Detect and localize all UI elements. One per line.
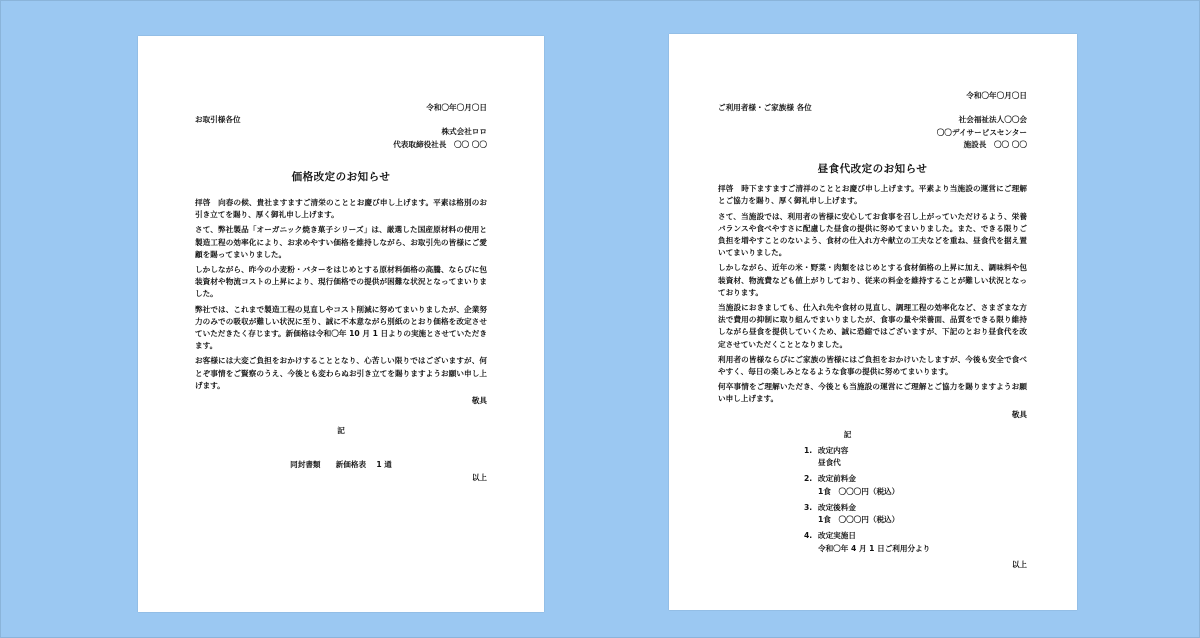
item-value: 1食 〇〇〇円（税込） [818,515,900,525]
list-item [804,445,1027,469]
item-label: 改定内容 [818,446,849,456]
revision-items-list [804,445,1027,555]
item-value: 昼食代 [818,458,841,468]
closing-keigu: 敬具 [471,396,487,406]
item-label: 改定実施日 [818,531,856,541]
sender-company: 株式会社ロロ [441,127,487,137]
sender-name: 代表取締役社長 〇〇 〇〇 [393,139,487,149]
letter-paragraph: 当施設におきましても、仕入れ先や食材の見直し、調理工程の効率化など、さまざまな方法で費用の抑制に取り組んでまいりましたが、食事の量や栄養面、品質をできる限り維持しながら昼食を提供していくため、誠に恐縮ではございますが、下記のとおり昼食代を改定させていただくこととなりました。 [718,303,1027,349]
letter-paragraph: お客様には大変ご負担をおかけすることとなり、心苦しい限りではございますが、何とぞ事情をご賢察のうえ、今後とも変わらぬお引き立てを賜りますようお願い申し上げます。 [195,356,487,390]
item-label: 改定後料金 [818,502,856,512]
letter-paragraph: 拝啓 向春の候、貴社ますますご清栄のこととお慶び申し上げます。平素は格別のお引き立てを賜り、厚く御礼申し上げます。 [195,198,487,220]
list-item [804,473,1027,497]
letter-date: 令和〇年〇月〇日 [966,91,1027,100]
sender-name: 施設長 〇〇 〇〇 [963,139,1027,149]
item-number: 4. [804,531,813,541]
letter-paragraph: 弊社では、これまで製造工程の見直しやコスト削減に努めてまいりましたが、企業努力のみでの吸収が難しい状況に至り、誠に不本意ながら別紙のとおり価格を改定させていただきたく存じます。新価格は令和〇年 10 月 1 日よりの実施とさせていただきます。 [195,304,487,351]
letter-title: 価格改定のお知らせ [291,170,391,183]
letter-date: 令和〇年〇月〇日 [426,103,487,112]
letter-paragraph: さて、当施設では、利用者の皆様に安心してお食事を召し上がっていただけるよう、栄養バランスや食べやすさに配慮した昼食の提供に努めてまいりました。また、できる限りご負担を増やすことのないよう、食材の仕入れ方や献立の工夫などを重ね、昼食代を据え置いてまいりました。 [718,211,1027,258]
list-item [804,502,1027,526]
lunch-fee-revision-letter [669,34,1077,610]
item-value: 1食 〇〇〇円（税込） [818,486,900,496]
letter-title: 昼食代改定のお知らせ [817,163,928,176]
item-number: 3. [804,502,813,512]
item-value: 令和〇年 4 月 1 日ご利用分より [818,543,931,553]
item-number: 2. [804,474,813,484]
item-label: 改定前料金 [818,474,856,484]
letter-paragraph: 何卒事情をご理解いただき、今後とも当施設の運営にご理解とご協力を賜りますようお願い申し上げます。 [718,382,1027,404]
list-item [804,530,1027,554]
letter-paragraph: 拝啓 時下ますますご清祥のこととお慶び申し上げます。平素より当施設の運営にご理解とご協力を賜り、厚く御礼申し上げます。 [718,184,1027,206]
closing-keigu: 敬具 [1011,409,1027,419]
price-revision-letter [138,36,544,612]
letter-paragraph: しかしながら、昨今の小麦粉・バターをはじめとする原材料価格の高騰、ならびに包装資材や物流コストの上昇により、現行価格での提供が困難な状況となってまいりました。 [195,265,487,299]
letter-paragraph: さて、弊社製品「オーガニック焼き菓子シリーズ」は、厳選した国産原材料の使用と製造工程の効率化により、お求めやすい価格を維持しながら、お取引先の皆様にご愛顧を賜ってまいりました。 [195,225,487,259]
sender-org: 社会福祉法人〇〇会 [958,115,1027,125]
sender-center: 〇〇デイサービスセンター [936,127,1027,137]
letter-paragraph: しかしながら、近年の米・野菜・肉類をはじめとする食材価格の上昇に加え、調味料や包装資材、物流費なども値上がりしており、従来の料金を維持することが難しい状況となっております。 [718,263,1027,297]
ki-heading: 記 [843,429,852,439]
ijou-end: 以上 [471,472,487,482]
letter-recipient: ご利用者様・ご家族様 各位 [718,103,812,113]
enclosure-line: 同封書類 新価格表 1 通 [290,460,392,470]
letter-recipient: お取引様各位 [195,115,241,125]
letter-paragraph: 利用者の皆様ならびにご家族の皆様にはご負担をおかけいたしますが、今後も安全で食べやすく、毎日の楽しみとなるような食事の提供に努めてまいります。 [718,354,1027,377]
ki-heading: 記 [337,426,345,436]
item-number: 1. [804,446,813,456]
ijou-end: 以上 [1011,559,1027,569]
